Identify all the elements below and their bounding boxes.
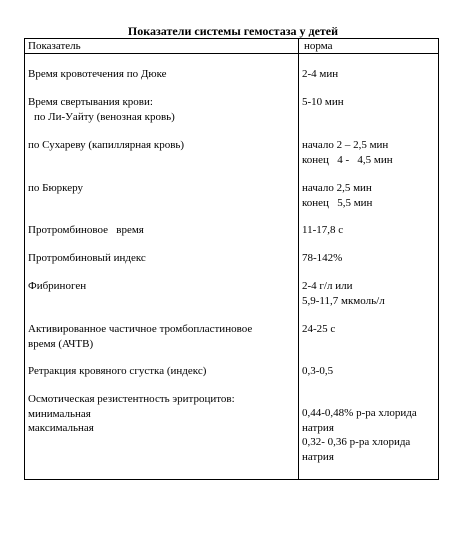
row-value-line: 0,3-0,5: [302, 365, 334, 377]
row-name-prothrombin-time: [28, 223, 294, 238]
header-divider: [25, 53, 438, 54]
row-value-line: 2-4 г/л или: [302, 280, 353, 292]
row-value-line: 2-4 мин: [302, 68, 339, 80]
row-name-line: Протромбиновое время: [28, 224, 144, 236]
row-name-line: минимальная: [28, 407, 91, 420]
row-value-line: 5,9-11,7 мкмоль/л: [302, 294, 385, 307]
column-divider: [298, 39, 299, 479]
row-name-line: Ретракция кровяного сгустка (индекс): [28, 365, 207, 377]
row-name-line: по Сухареву (капиллярная кровь): [28, 139, 185, 151]
row-value-line: конец 5,5 мин: [302, 196, 373, 209]
row-value-line: конец 4 - 4,5 мин: [302, 153, 393, 166]
row-name-burker: [28, 181, 294, 196]
row-name-clotting-lee-white: [28, 95, 294, 124]
hemostasis-table: [24, 38, 439, 480]
row-name-sukharev: [28, 138, 294, 153]
row-value-line: 78-142%: [302, 252, 343, 264]
row-name-aptt: [28, 322, 294, 351]
row-value-clot-retraction: [302, 364, 436, 379]
row-value-line: начало 2 – 2,5 мин: [302, 139, 389, 151]
row-value-fibrinogen: [302, 279, 436, 308]
row-value-sukharev: [302, 138, 436, 167]
row-value-bleeding-time: [302, 67, 436, 82]
row-value-line: натрия: [302, 421, 334, 434]
row-value-line: 0,32- 0,36 р-ра хлорида: [302, 436, 411, 448]
row-name-line: время (АЧТВ): [28, 337, 94, 350]
row-value-line: 0,44-0,48% р-ра хлорида: [302, 407, 417, 419]
row-value-prothrombin-index: [302, 251, 436, 266]
row-name-fibrinogen: [28, 279, 294, 294]
row-name-line: по Бюркеру: [28, 182, 83, 194]
row-value-line: натрия: [302, 450, 334, 463]
row-value-clotting-lee-white: [302, 95, 436, 110]
row-value-aptt: [302, 322, 436, 337]
header-indicator: Показатель: [28, 40, 81, 52]
header-norm: норма: [304, 40, 333, 52]
row-value-line: 5-10 мин: [302, 96, 344, 108]
row-name-line: максимальная: [28, 422, 94, 434]
row-name-clot-retraction: [28, 364, 294, 379]
row-name-line: Время кровотечения по Дюке: [28, 68, 167, 80]
row-value-line: 11-17,8 с: [302, 224, 344, 236]
row-value-line: начало 2,5 мин: [302, 182, 372, 194]
row-value-line: 24-25 с: [302, 323, 336, 335]
row-value-osmotic-resistance: [302, 406, 436, 464]
document-title: Показатели системы гемостаза у детей: [127, 24, 339, 38]
row-name-line: Активированное частичное тромбопластиновое: [28, 323, 253, 335]
row-name-bleeding-time: [28, 67, 294, 82]
row-name-line: по Ли-Уайту (венозная кровь): [34, 110, 175, 123]
row-name-osmotic-resistance: [28, 392, 294, 436]
row-name-line: Осмотическая резистентность эритроцитов:: [28, 393, 235, 405]
row-value-burker: [302, 181, 436, 210]
row-name-prothrombin-index: [28, 251, 294, 266]
row-name-line: Фибриноген: [28, 280, 87, 292]
row-value-prothrombin-time: [302, 223, 436, 238]
row-name-line: Время свертывания крови:: [28, 96, 153, 108]
row-name-line: Протромбиновый индекс: [28, 252, 146, 264]
